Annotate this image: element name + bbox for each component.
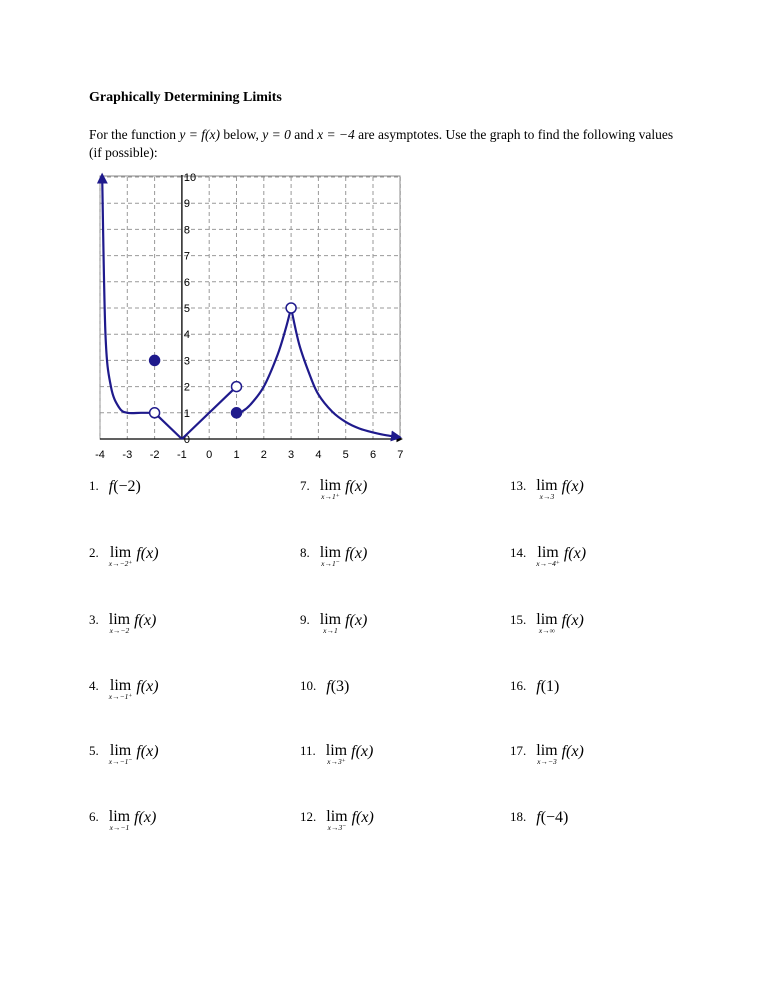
function-fx: f(x) xyxy=(345,478,368,495)
page-title: Graphically Determining Limits xyxy=(89,90,282,105)
question-expression xyxy=(320,478,368,501)
question-number: 18. xyxy=(510,809,527,824)
limit-subscript: x→−1⁻ xyxy=(108,757,133,766)
limit-operator xyxy=(536,743,557,766)
question-item xyxy=(510,809,568,827)
lim-word: lim xyxy=(319,477,342,494)
limit-operator xyxy=(536,478,557,501)
function-graph xyxy=(90,168,410,468)
limit-operator xyxy=(109,612,130,635)
question-expression xyxy=(536,809,568,827)
function-fx: f(x) xyxy=(351,743,374,760)
function-f: f xyxy=(326,678,331,695)
question-expression xyxy=(536,545,586,568)
question-item xyxy=(300,678,349,696)
x-tick-label: -1 xyxy=(177,449,187,461)
function-argument: (1) xyxy=(540,678,560,695)
limit-subscript: x→−4⁺ xyxy=(536,559,560,568)
question-expression xyxy=(320,612,368,635)
question-item xyxy=(510,478,584,501)
lim-word: lim xyxy=(537,544,559,561)
question-expression xyxy=(536,478,584,501)
question-expression xyxy=(109,678,159,701)
x-tick-label: -4 xyxy=(95,449,105,461)
question-number: 5. xyxy=(89,743,99,758)
function-fx: f(x) xyxy=(345,545,368,562)
function-fx: f(x) xyxy=(561,743,584,760)
question-expression xyxy=(326,809,374,832)
lim-word: lim xyxy=(108,808,131,825)
question-number: 17. xyxy=(510,743,527,758)
question-item xyxy=(300,809,374,832)
question-expression xyxy=(536,743,584,766)
limit-operator xyxy=(326,743,347,766)
question-item xyxy=(510,743,584,766)
function-fx: f(x) xyxy=(563,545,587,562)
lim-word: lim xyxy=(536,611,558,628)
question-number: 9. xyxy=(300,612,310,627)
question-item xyxy=(300,545,367,568)
question-expression xyxy=(109,478,141,496)
question-number: 13. xyxy=(510,478,527,493)
function-argument: (−4) xyxy=(540,809,569,826)
function-fx: f(x) xyxy=(136,545,159,562)
limit-operator xyxy=(109,809,130,832)
open-point xyxy=(286,303,296,313)
limit-operator xyxy=(536,612,557,635)
limit-operator xyxy=(320,612,341,635)
question-item xyxy=(510,545,586,568)
function-fx: f(x) xyxy=(345,612,368,629)
intro-asymptote-2: x = −4 xyxy=(317,127,355,142)
limit-subscript: x→1 xyxy=(323,626,338,635)
intro-asymptote-1: y = 0 xyxy=(262,127,291,142)
limit-subscript: x→−1⁺ xyxy=(108,692,133,701)
lim-word: lim xyxy=(109,544,132,561)
function-fx: f(x) xyxy=(134,809,157,826)
limit-operator xyxy=(326,809,347,832)
function-argument: (−2) xyxy=(113,478,141,495)
function-argument: (3) xyxy=(330,678,350,695)
x-tick-label: -2 xyxy=(149,449,160,461)
function-fx: f(x) xyxy=(136,743,159,760)
x-tick-label: 0 xyxy=(206,449,213,461)
question-number: 7. xyxy=(300,478,310,493)
closed-point xyxy=(150,355,160,365)
question-number: 4. xyxy=(89,678,99,693)
x-tick-label: 5 xyxy=(342,449,349,461)
question-expression xyxy=(109,743,159,766)
lim-word: lim xyxy=(325,742,348,759)
question-item xyxy=(300,612,367,635)
x-tick-label: 2 xyxy=(260,449,267,461)
limit-operator xyxy=(320,545,341,568)
intro-part1: For the function xyxy=(89,127,176,142)
lim-word: lim xyxy=(536,477,558,494)
y-tick-label: 4 xyxy=(183,329,191,342)
lim-word: lim xyxy=(109,677,132,694)
y-tick-label: 6 xyxy=(183,276,191,289)
function-fx: f(x) xyxy=(136,678,159,695)
intro-part2: below, xyxy=(223,127,259,142)
x-tick-label: 7 xyxy=(397,449,404,461)
x-tick-label: -3 xyxy=(122,449,133,461)
question-expression xyxy=(320,545,368,568)
lim-word: lim xyxy=(319,544,342,561)
question-number: 1. xyxy=(89,478,99,493)
limit-operator xyxy=(109,545,133,568)
question-expression xyxy=(109,545,159,568)
question-expression xyxy=(109,612,157,635)
question-item xyxy=(300,743,373,766)
question-item xyxy=(89,478,141,496)
question-number: 15. xyxy=(510,612,527,627)
lim-word: lim xyxy=(109,742,132,759)
x-tick-label: 3 xyxy=(288,449,295,461)
y-tick-label: 8 xyxy=(183,224,191,237)
limit-subscript: x→∞ xyxy=(538,626,556,635)
question-number: 16. xyxy=(510,678,527,693)
question-item xyxy=(89,743,159,766)
y-tick-label: 7 xyxy=(183,250,191,263)
intro-part3: are asymptotes. Use the graph to find the following values (if possible): xyxy=(89,127,674,160)
question-number: 2. xyxy=(89,545,99,560)
question-expression xyxy=(109,809,157,832)
function-fx: f(x) xyxy=(134,612,157,629)
question-item xyxy=(89,545,159,568)
y-tick-label: 5 xyxy=(183,303,191,315)
function-fx: f(x) xyxy=(561,612,584,629)
limit-operator xyxy=(536,545,560,568)
question-number: 14. xyxy=(510,545,527,560)
function-f: f xyxy=(536,809,541,826)
limit-operator xyxy=(109,678,133,701)
limit-subscript: x→−1 xyxy=(109,823,130,832)
y-tick-label: 3 xyxy=(183,355,191,368)
closed-point xyxy=(232,408,242,418)
question-number: 11. xyxy=(300,743,316,758)
question-item xyxy=(510,678,559,696)
limit-subscript: x→−3 xyxy=(537,757,557,766)
x-tick-label: 1 xyxy=(233,449,240,461)
question-expression xyxy=(326,743,374,766)
intro-and: and xyxy=(294,127,314,142)
function-fx: f(x) xyxy=(351,809,374,826)
y-tick-label: 9 xyxy=(183,198,191,211)
question-item xyxy=(510,612,584,635)
question-number: 3. xyxy=(89,612,99,627)
question-expression xyxy=(326,678,349,696)
question-expression xyxy=(536,612,584,635)
lim-word: lim xyxy=(108,611,131,628)
intro-func-expr: y = f(x) xyxy=(179,127,220,142)
y-tick-label: 2 xyxy=(183,381,191,394)
question-item xyxy=(300,478,367,501)
limit-subscript: x→3⁺ xyxy=(327,757,346,766)
limit-operator xyxy=(109,743,133,766)
limit-subscript: x→3⁻ xyxy=(327,823,347,832)
intro-text xyxy=(89,126,689,162)
limit-subscript: x→−2⁺ xyxy=(108,559,133,568)
open-point xyxy=(150,408,160,418)
limit-subscript: x→−2 xyxy=(109,626,130,635)
limit-subscript: x→1⁻ xyxy=(321,559,340,568)
question-number: 8. xyxy=(300,545,310,560)
question-number: 6. xyxy=(89,809,99,824)
open-point xyxy=(232,382,242,392)
x-tick-label: 6 xyxy=(369,449,377,461)
y-tick-label: 10 xyxy=(183,172,197,184)
y-tick-label: 0 xyxy=(183,434,191,446)
question-number: 12. xyxy=(300,809,317,824)
limit-subscript: x→1⁺ xyxy=(321,492,340,501)
question-item xyxy=(89,809,156,832)
question-expression xyxy=(536,678,559,696)
lim-word: lim xyxy=(536,742,558,759)
function-fx: f(x) xyxy=(561,478,584,495)
question-number: 10. xyxy=(300,678,317,693)
lim-word: lim xyxy=(326,808,348,825)
lim-word: lim xyxy=(319,611,342,628)
question-item xyxy=(89,678,159,701)
x-tick-label: 4 xyxy=(315,449,322,461)
function-f: f xyxy=(536,678,541,695)
y-tick-label: 1 xyxy=(183,407,191,420)
limit-operator xyxy=(320,478,341,501)
question-item xyxy=(89,612,156,635)
function-f: f xyxy=(108,478,114,495)
limit-subscript: x→3 xyxy=(539,492,555,501)
